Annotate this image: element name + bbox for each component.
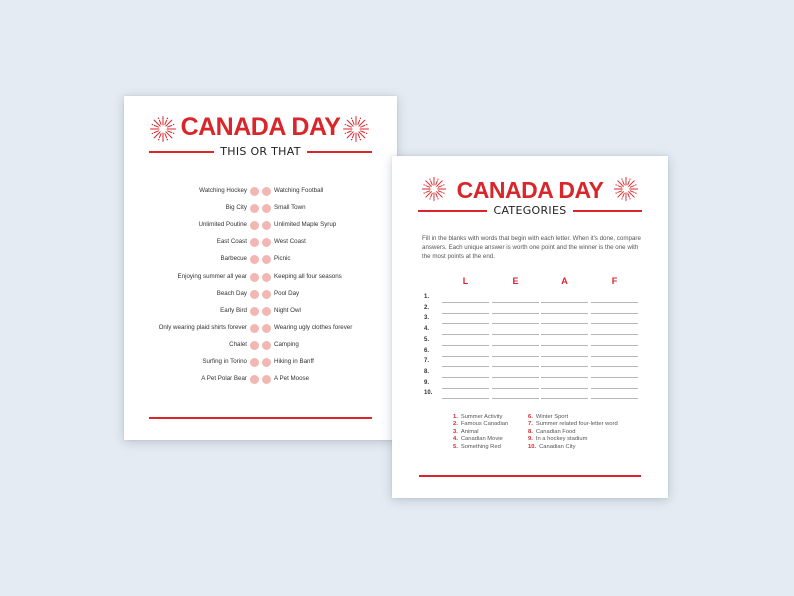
row-number: 8. (424, 368, 430, 375)
answer-blank[interactable] (591, 313, 638, 314)
category-label: Animal (460, 428, 479, 435)
row-number: 6. (424, 347, 430, 354)
column-letter: E (512, 276, 519, 286)
row-number: 3. (424, 315, 430, 322)
choice-circle-left[interactable] (250, 358, 259, 367)
category-item (453, 421, 508, 427)
category-label: Winter Sport (535, 414, 569, 420)
category-label: Canadian Food (535, 428, 576, 435)
answer-blank[interactable] (442, 323, 489, 324)
choice-circle-left[interactable] (250, 290, 259, 299)
category-number: 6. (528, 414, 533, 420)
this-or-that-row (124, 338, 397, 352)
option-right: Camping (274, 340, 299, 348)
category-label: Summer related four-letter word (535, 421, 618, 428)
answer-blank[interactable] (541, 345, 588, 346)
option-right: Pool Day (274, 289, 300, 297)
row-number: 10. (424, 390, 433, 397)
sheet2-title: CANADA DAY (456, 177, 604, 203)
sheet2-bottom-line (419, 475, 641, 477)
answer-blank[interactable] (591, 366, 638, 367)
answer-blank[interactable] (442, 377, 489, 378)
row-number: 9. (424, 379, 430, 386)
option-right: A Pet Moose (274, 375, 310, 383)
option-left: Barbecue (220, 255, 247, 263)
divider-line (307, 151, 372, 153)
category-item (528, 436, 587, 442)
answer-blank[interactable] (492, 302, 539, 303)
choice-circle-right[interactable] (262, 375, 271, 384)
answer-blank[interactable] (541, 366, 588, 367)
answer-blank[interactable] (492, 356, 539, 357)
sheet1-subtitle: THIS OR THAT (220, 145, 301, 158)
option-left: Surfing in Torino (202, 358, 247, 365)
category-number: 8. (528, 428, 533, 435)
category-item (528, 421, 618, 427)
choice-circle-left[interactable] (250, 204, 259, 213)
category-label: Summer Activity (460, 414, 503, 420)
category-item (453, 444, 501, 450)
choice-circle-right[interactable] (262, 341, 271, 350)
this-or-that-row (124, 287, 397, 301)
choice-circle-left[interactable] (250, 375, 259, 384)
answer-blank[interactable] (541, 334, 588, 335)
option-right: Wearing ugly clothes forever (274, 323, 353, 331)
choice-circle-left[interactable] (250, 221, 259, 230)
choice-circle-right[interactable] (262, 290, 271, 299)
option-left: Only wearing plaid shirts forever (158, 323, 247, 331)
category-label: Canadian City (539, 443, 576, 450)
choice-circle-right[interactable] (262, 204, 271, 213)
answer-blank[interactable] (492, 345, 539, 346)
choice-circle-right[interactable] (262, 255, 271, 264)
choice-circle-left[interactable] (250, 273, 259, 282)
answer-blank[interactable] (492, 313, 539, 314)
category-number: 5. (453, 443, 458, 450)
row-number: 5. (424, 336, 430, 343)
category-item (528, 444, 575, 450)
option-right: Picnic (274, 255, 291, 263)
sheet1-bottom-line (149, 417, 372, 419)
category-number: 4. (453, 436, 458, 443)
row-number: 4. (424, 326, 430, 333)
choice-circle-right[interactable] (262, 307, 271, 316)
firework-icon-right (613, 176, 639, 202)
option-right: Keeping all four seasons (274, 272, 342, 280)
answer-blank[interactable] (492, 377, 539, 378)
this-or-that-row (124, 201, 397, 215)
answer-blank[interactable] (442, 398, 489, 399)
category-label: In a hockey stadium (535, 436, 588, 443)
option-right: West Coast (274, 238, 306, 246)
answer-blank[interactable] (442, 302, 489, 303)
answer-blank[interactable] (591, 377, 638, 378)
option-right: Watching Football (274, 187, 324, 194)
category-item (453, 414, 502, 420)
category-item (453, 436, 503, 442)
choice-circle-left[interactable] (250, 238, 259, 247)
category-label: Canadian Movie (460, 436, 503, 443)
option-right: Unlimited Maple Syrup (274, 221, 337, 229)
row-number: 2. (424, 304, 430, 311)
option-right: Night Owl (274, 306, 301, 314)
option-left: Big City (225, 204, 247, 212)
option-left: Beach Day (216, 289, 247, 297)
answer-blank[interactable] (442, 345, 489, 346)
this-or-that-sheet (124, 96, 397, 440)
option-left: Unlimited Poutine (198, 221, 247, 229)
category-number: 9. (528, 436, 533, 443)
choice-circle-left[interactable] (250, 307, 259, 316)
option-left: Watching Hockey (199, 187, 247, 194)
this-or-that-row (124, 252, 397, 266)
option-right: Hiking in Banff (274, 358, 314, 365)
category-item (453, 429, 479, 435)
answer-blank[interactable] (442, 313, 489, 314)
option-right: Small Town (274, 204, 306, 212)
sheet1-subtitle-row (149, 145, 372, 158)
this-or-that-row (124, 321, 397, 335)
answer-blank[interactable] (442, 334, 489, 335)
category-label: Famous Canadian (460, 421, 509, 428)
choice-circle-right[interactable] (262, 221, 271, 230)
categories-sheet (392, 156, 668, 498)
answer-blank[interactable] (492, 388, 539, 389)
answer-blank[interactable] (492, 323, 539, 324)
answer-blank[interactable] (541, 388, 588, 389)
answer-blank[interactable] (591, 302, 638, 303)
answer-blank[interactable] (442, 366, 489, 367)
choice-circle-right[interactable] (262, 238, 271, 247)
choice-circle-left[interactable] (250, 187, 259, 196)
answer-blank[interactable] (541, 302, 588, 303)
option-left: East Coast (216, 238, 247, 246)
category-number: 2. (453, 421, 458, 428)
column-letter: A (561, 276, 568, 286)
category-number: 3. (453, 428, 458, 435)
answer-blank[interactable] (591, 345, 638, 346)
answer-blank[interactable] (541, 377, 588, 378)
answer-blank[interactable] (541, 313, 588, 314)
this-or-that-row (124, 184, 397, 198)
this-or-that-row (124, 270, 397, 284)
this-or-that-row (124, 304, 397, 318)
answer-blank[interactable] (591, 388, 638, 389)
answer-blank[interactable] (442, 388, 489, 389)
option-left: Enjoying summer all year (177, 272, 247, 280)
answer-blank[interactable] (541, 323, 588, 324)
category-number: 10. (528, 443, 537, 450)
this-or-that-row (124, 218, 397, 232)
this-or-that-row (124, 235, 397, 249)
this-or-that-row (124, 372, 397, 386)
row-number: 7. (424, 358, 430, 365)
sheet2-subtitle: CATEGORIES (493, 204, 567, 217)
answer-blank[interactable] (591, 323, 638, 324)
category-number: 7. (528, 421, 533, 428)
option-left: Early Bird (220, 306, 247, 314)
answer-blank[interactable] (442, 356, 489, 357)
answer-blank[interactable] (492, 334, 539, 335)
option-left: A Pet Polar Bear (201, 375, 247, 383)
category-number: 1. (453, 414, 458, 420)
this-or-that-row (124, 355, 397, 369)
answer-blank[interactable] (492, 366, 539, 367)
divider-line (418, 210, 487, 212)
category-item (528, 429, 576, 435)
category-label: Something Red (460, 443, 501, 450)
sheet1-title: CANADA DAY (180, 113, 341, 141)
answer-blank[interactable] (591, 398, 638, 399)
firework-icon-right (342, 115, 370, 143)
answer-blank[interactable] (492, 398, 539, 399)
answer-blank[interactable] (541, 356, 588, 357)
column-letter: F (611, 276, 618, 286)
divider-line (149, 151, 214, 153)
answer-blank[interactable] (541, 398, 588, 399)
column-letter: L (462, 276, 469, 286)
row-number: 1. (424, 294, 430, 300)
answer-blank[interactable] (591, 356, 638, 357)
sheet2-subtitle-row (418, 204, 642, 217)
category-item (528, 414, 568, 420)
choice-circle-right[interactable] (262, 273, 271, 282)
choice-circle-left[interactable] (250, 341, 259, 350)
divider-line (573, 210, 642, 212)
choice-circle-left[interactable] (250, 324, 259, 333)
choice-circle-right[interactable] (262, 187, 271, 196)
answer-blank[interactable] (591, 334, 638, 335)
choice-circle-right[interactable] (262, 358, 271, 367)
choice-circle-left[interactable] (250, 255, 259, 264)
instructions-text: Fill in the blanks with words that begin with each letter. When it's done, compare answers. Each unique answer is worth one point and the winner is the one with the most points at the end. (422, 235, 641, 260)
option-left: Chalet (229, 340, 247, 348)
choice-circle-right[interactable] (262, 324, 271, 333)
